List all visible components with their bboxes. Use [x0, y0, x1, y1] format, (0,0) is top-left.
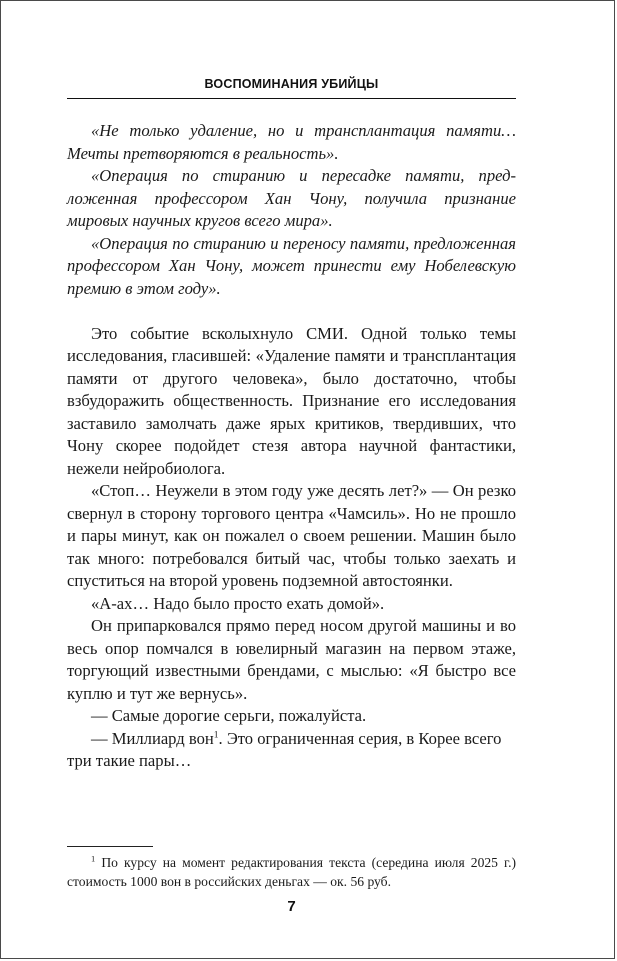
footnote-divider — [67, 846, 153, 847]
footnote-number: 1 — [91, 853, 96, 864]
body-paragraph: «Стоп… Неужели в этом году уже десять лет?» — Он резко свернул в сторону торгового центра «Чамсиль». Но не прошло и пары минут, как он пожалел о своем решении. Машин было так много: потребовался битый час, чтобы только заехать и спуститься на второй уровень подземной автостоянки. — [67, 481, 516, 590]
paragraph-text: — Миллиард вон — [91, 728, 214, 748]
quote-paragraph: «Операция по стиранию и переносу памяти, предложенная профессором Хан Чону, может принести ему Нобелевскую премию в этом году». — [67, 233, 516, 298]
body-paragraph-with-footnote — [67, 728, 516, 773]
body-paragraph: Это событие всколыхнуло СМИ. Одной только темы исследования, гласившей: «Удаление памяти и трансплантация памяти от другого человека», было достаточно, чтобы взбудоражить общественность. Признание его исследования заставило замолчать даже ярых критиков, твердивших, что Чону скорее подойдет стезя автора научной фантастики, нежели нейробиолога. — [67, 323, 516, 478]
body-paragraph: Он припарковался прямо перед носом другой машины и во весь опор помчался в ювелирный магазин на первом этаже, торгующий известными брендами, с мыслью: «Я быстро все куплю и тут же вернусь». — [67, 616, 516, 703]
main-text — [67, 120, 516, 773]
footnote — [67, 853, 516, 891]
quote-paragraph: «Не только удаление, но и трансплантация памяти… Мечты претворяются в реальность». — [67, 121, 516, 163]
quote-paragraph: «Операция по стиранию и пересадке памяти, предложенная профессором Хан Чону, получила признание мировых научных кругов всего мира». — [67, 166, 516, 230]
paragraph-spacer — [67, 300, 516, 323]
header-divider — [67, 98, 516, 99]
paragraph-text: . Это ограниченная серия, в Корее всего три такие пары… — [67, 728, 502, 770]
body-paragraph: «А-ах… Надо было просто ехать домой». — [91, 593, 385, 613]
page-number: 7 — [287, 898, 296, 915]
footnote-marker[interactable]: 1 — [213, 729, 219, 740]
running-header: ВОСПОМИНАНИЯ УБИЙЦЫ — [204, 77, 379, 91]
body-paragraph: — Самые дорогие серьги, пожалуйста. — [91, 706, 367, 725]
footnote-text: По курсу на момент редактирования текста (середина июля 2025 г.) стоимость 1000 вон в российских деньгах — ок. 56 руб. — [67, 855, 516, 889]
